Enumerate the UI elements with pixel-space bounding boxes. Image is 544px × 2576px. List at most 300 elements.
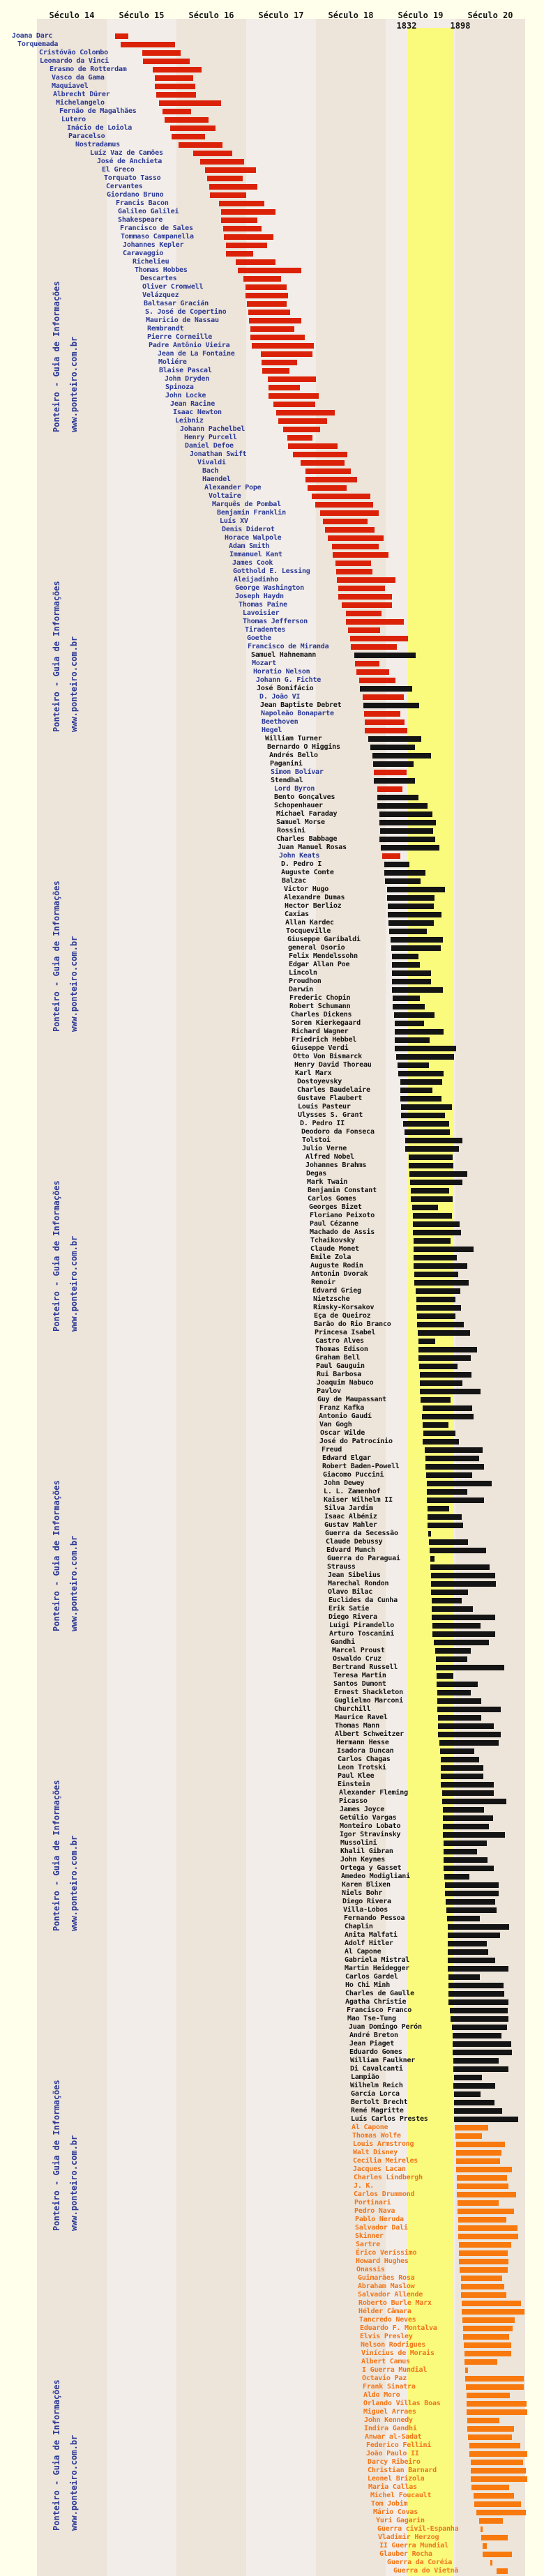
lifespan-bar [384,870,425,876]
person-label: Getúlio Vargas [340,1814,397,1822]
person-label: Thomas Edison [315,1346,368,1353]
person-label: Robert Schumann [289,1003,351,1010]
lifespan-bar [439,1740,499,1746]
lifespan-bar [363,703,419,708]
lifespan-bar [459,2250,508,2256]
person-label: Henry David Thoreau [294,1061,372,1069]
person-label: Lutero [61,116,86,123]
lifespan-bar [479,2518,503,2524]
person-label: Allan Kardec [285,919,334,927]
lifespan-bar [384,862,409,867]
lifespan-bar [436,1656,467,1662]
person-label: S. José de Copertino [145,308,227,316]
lifespan-bar [426,1472,472,1478]
lifespan-bar [448,1941,487,1946]
person-label: Darcy Ribeiro [368,2458,421,2466]
person-label: Oscar Wilde [320,1429,365,1437]
person-label: Francisco Franco [347,2006,412,2014]
person-label: Soren Kierkegaard [292,1019,361,1027]
lifespan-bar [226,243,267,248]
person-label: Horace Walpole [225,534,282,542]
person-label: Benjamin Franklin [217,509,286,517]
lifespan-bar [471,2485,509,2490]
lifespan-bar [423,1405,472,1411]
person-label: Jacques Lacan [353,2165,406,2173]
lifespan-bar [250,335,305,340]
person-label: Franz Kafka [319,1404,365,1412]
lifespan-bar [414,1255,457,1260]
person-label: Nietzsche [313,1295,350,1303]
person-label: Lampião [351,2073,379,2081]
person-label: Shakespeare [118,216,163,224]
lifespan-bar [400,1096,441,1102]
person-label: Edvard Grieg [312,1287,361,1295]
person-label: Paul Klee [338,1772,375,1780]
person-label: Balzac [282,877,306,885]
person-label: Guerra do Vietnã [393,2567,459,2575]
person-label: Leonel Brizola [368,2475,425,2483]
lifespan-bar [388,904,434,909]
lifespan-bar [453,2050,512,2055]
person-label: Federico Fellini [366,2441,432,2449]
lifespan-bar [155,84,195,89]
person-label: Cristóvão Colombo [39,49,108,56]
person-label: Isaac Newton [173,409,222,416]
person-label: D. João VI [259,693,301,701]
lifespan-bar [172,134,205,139]
person-label: Spinoza [165,383,194,391]
person-label: Blaise Pascal [159,367,212,374]
lifespan-bar [210,192,246,198]
lifespan-bar [423,1439,459,1445]
century-label: Século 18 [328,10,374,20]
person-label: Ulysses S. Grant [298,1111,363,1119]
lifespan-bar [393,1004,425,1009]
lifespan-bar [425,1447,483,1453]
person-label: Igor Stravinsky [340,1831,401,1838]
person-label: Karl Marx [295,1069,332,1077]
lifespan-bar [165,117,209,123]
lifespan-bar [388,920,434,926]
person-label: II Guerra Mundial [379,2542,448,2550]
person-label: general Osorio [288,944,345,952]
person-label: Francisco de Sales [120,224,193,232]
lifespan-bar [431,1590,468,1595]
century-label: Século 14 [49,10,95,20]
lifespan-bar [445,1891,499,1896]
lifespan-bar [238,268,301,273]
person-label: Guerra da Coréia [387,2559,453,2566]
lifespan-bar [443,1824,489,1829]
person-label: Yuri Gagarin [376,2517,425,2524]
person-label: Juan Manuel Rosas [278,844,347,851]
person-label: Samuel Hahnemann [251,651,317,659]
person-label: Vasco da Gama [52,74,105,82]
lifespan-bar [207,176,243,181]
person-label: Giacomo Puccini [323,1471,384,1479]
lifespan-bar [410,1180,462,1185]
person-label: Barão do Rio Branco [314,1320,391,1328]
person-label: Torquato Tasso [104,174,161,182]
person-label: José de Anchieta [97,158,163,165]
person-label: Tom Jobim [371,2500,408,2508]
lifespan-bar [308,485,347,491]
lifespan-bar [456,2142,505,2147]
lifespan-bar [391,945,441,951]
person-label: Machado de Assis [310,1228,375,1236]
lifespan-bar [443,1832,505,1838]
lifespan-bar [262,368,289,374]
lifespan-bar [403,1121,449,1127]
person-label: Graham Bell [315,1354,361,1362]
person-label: Onassis [356,2266,385,2273]
lifespan-bar [247,301,287,307]
person-label: Francisco de Miranda [248,643,329,650]
lifespan-bar [467,2426,514,2432]
person-label: Strauss [327,1563,356,1571]
person-label: James Cook [232,559,273,567]
lifespan-bar [388,912,441,917]
person-label: Giordano Bruno [107,191,164,199]
person-label: Charles Lindbergh [354,2174,423,2181]
lifespan-bar [373,761,414,767]
lifespan-bar [348,627,380,633]
lifespan-bar [356,669,389,675]
lifespan-bar [320,510,379,516]
person-label: Napoleão Bonaparte [261,710,334,717]
lifespan-bar [448,1983,504,1988]
person-label: Horatio Nelson [253,668,310,676]
lifespan-bar [497,2568,508,2574]
lifespan-bar [440,1748,474,1754]
lifespan-bar [377,786,402,792]
person-label: Guerra civil-Espanha [377,2525,459,2533]
person-label: Maurice Ravel [335,1714,388,1721]
lifespan-bar [355,661,379,666]
lifespan-bar [448,1966,508,1972]
person-label: Antonio Gaudí [319,1412,372,1420]
person-label: William Faulkner [350,2057,416,2064]
lifespan-bar [430,1548,486,1553]
person-label: Octavio Paz [362,2375,407,2382]
person-label: Ernest Shackleton [334,1689,403,1696]
person-label: Michelangelo [56,99,105,107]
lifespan-bar [337,577,395,583]
lifespan-bar [379,820,436,825]
person-label: Deodoro da Fonseca [301,1128,375,1136]
lifespan-bar [142,50,181,56]
person-label: Sartre [356,2241,380,2248]
person-label: Alexander Fleming [339,1789,408,1797]
lifespan-bar [387,887,445,892]
person-label: Johannes Kepler [123,241,184,249]
lifespan-bar [417,1322,464,1327]
lifespan-bar [301,460,345,466]
lifespan-bar [446,1907,497,1913]
person-label: Khalil Gibran [340,1847,393,1855]
person-label: Leon Trotski [338,1764,386,1771]
lifespan-bar [476,2510,526,2515]
person-label: Pedro Nava [354,2207,395,2215]
person-label: Francis Bacon [116,199,169,207]
person-label: José do Patrocínio [319,1438,393,1445]
lifespan-bar [447,1916,480,1921]
lifespan-bar [432,1623,481,1629]
lifespan-bar [276,410,335,416]
lifespan-bar [338,586,385,591]
person-label: Felix Mendelssohn [289,952,358,960]
person-label: Paracelso [68,132,105,140]
lifespan-bar [395,1021,424,1026]
lifespan-bar [380,828,433,834]
person-label: Miguel Arraes [363,2408,416,2416]
century-label: Século 20 [467,10,513,20]
lifespan-bar [288,443,338,449]
person-label: Tolstoi [302,1136,331,1144]
person-label: Nelson Rodrigues [361,2341,426,2349]
person-label: Bernardo O Higgins [267,743,340,751]
lifespan-bar [163,109,191,114]
lifespan-bar [392,970,431,976]
lifespan-bar [405,1129,450,1135]
lifespan-bar [342,602,392,608]
lifespan-bar [287,435,312,441]
lifespan-bar [456,2150,501,2156]
lifespan-bar [221,209,275,215]
lifespan-bar [392,979,431,984]
lifespan-bar [465,2368,468,2373]
person-label: Eduardo F. Montalva [360,2324,437,2332]
person-label: Michael Faraday [276,810,338,818]
lifespan-bar [226,251,253,257]
lifespan-bar [442,1799,506,1804]
person-label: Floriano Peixoto [310,1212,375,1219]
lifespan-bar [455,2125,488,2131]
lifespan-bar [448,1924,509,1930]
lifespan-bar [435,1648,471,1654]
person-label: Roberto Burle Marx [358,2299,432,2307]
person-label: Otto Von Bismarck [293,1053,362,1060]
person-label: Christian Barnard [368,2467,437,2474]
lifespan-bar [250,326,294,332]
lifespan-bar [453,2058,499,2064]
lifespan-bar [444,1840,487,1846]
person-label: Guglielmo Marconi [334,1697,403,1705]
lifespan-bar [418,1339,435,1344]
lifespan-bar [431,1573,495,1578]
lifespan-bar [441,1774,483,1779]
person-label: René Magritte [351,2107,404,2114]
lifespan-bar [379,837,435,842]
person-label: Tommaso Campanella [121,233,194,241]
lifespan-bar [463,2334,509,2340]
lifespan-bar [448,1974,480,1980]
person-label: Caravaggio [123,250,164,257]
branding-url-vertical: www.ponteiro.com.br [69,1235,79,1332]
lifespan-bar [457,2175,507,2181]
person-label: Vladimir Herzog [378,2533,439,2541]
person-label: Salvador Dali [355,2224,408,2232]
branding-text-vertical: Ponteiro - Guia de Informações [52,1180,61,1332]
lifespan-bar [268,376,316,382]
lifespan-bar [351,644,397,650]
lifespan-bar [396,1054,454,1060]
person-label: Georges Bizet [309,1203,362,1211]
person-label: Juan Domingo Perón [349,2023,422,2031]
person-label: Karen Blixen [342,1881,391,1889]
branding-url-vertical: www.ponteiro.com.br [69,2434,79,2531]
person-label: J. K. [354,2182,375,2190]
lifespan-bar [405,1138,462,1143]
lifespan-bar [405,1146,459,1152]
lifespan-bar [153,67,202,73]
person-label: André Breton [349,2032,398,2039]
lifespan-bar [236,259,275,265]
person-label: Arturo Toscanini [329,1630,395,1638]
person-label: Isadora Duncan [337,1747,394,1755]
lifespan-bar [437,1682,478,1687]
person-label: Thomas Paine [239,601,287,609]
person-label: Churchill [334,1705,371,1713]
person-label: Hermann Hesse [336,1739,389,1746]
lifespan-bar [394,1012,435,1018]
person-label: Villa-Lobos [343,1906,388,1914]
lifespan-bar [448,1949,488,1955]
lifespan-bar [430,1556,435,1562]
lifespan-bar [401,1104,452,1110]
lifespan-bar [467,2418,499,2423]
lifespan-bar [398,1071,444,1076]
lifespan-bar [452,2025,507,2030]
person-label: Diego Rivera [342,1898,391,1905]
person-label: Albert Camus [361,2358,410,2365]
person-label: Olavo Bilac [328,1588,373,1596]
person-label: Tancredo Neves [359,2316,416,2324]
person-label: D. Pedro I [281,860,322,868]
person-label: Hélder Câmara [358,2308,411,2315]
person-label: Goethe [247,634,271,642]
lifespan-bar [483,2543,487,2549]
person-label: Immanuel Kant [229,551,282,558]
lifespan-bar [377,795,418,800]
lifespan-bar [418,1355,471,1361]
lifespan-bar [223,226,262,231]
lifespan-bar [448,1999,508,2005]
person-label: Guerra da Secessão [325,1530,398,1537]
person-label: D. Pedro II [300,1120,345,1127]
lifespan-bar [323,519,368,524]
lifespan-bar [409,1171,467,1177]
lifespan-bar [354,653,416,658]
person-label: Oliver Cromwell [142,283,204,291]
person-label: Leonardo da Vinci [40,57,109,65]
lifespan-bar [448,1933,500,1938]
person-label: Guerra do Paraguai [327,1555,400,1562]
lifespan-bar [332,544,379,549]
person-label: Mozart [252,660,276,667]
person-label: Luíz Vaz de Camões [90,149,163,157]
lifespan-bar [429,1539,468,1545]
lifespan-bar [385,878,421,884]
band-end-year-label: 1898 [450,21,471,31]
person-label: Fernão de Magalhães [59,107,137,115]
person-label: Di Cavalcanti [350,2065,403,2073]
lifespan-bar [419,1364,458,1369]
person-label: Torquemada [17,40,59,48]
person-label: Amedeo Modigliani [341,1873,410,1880]
person-label: John Kennedy [364,2416,413,2424]
person-label: Thomas Jefferson [243,618,308,625]
lifespan-bar [474,2501,521,2507]
lifespan-bar [444,1874,469,1880]
person-label: Mário Covas [373,2508,418,2516]
branding-text-vertical: Ponteiro - Guia de Informações [52,2080,61,2231]
lifespan-bar [393,996,420,1001]
lifespan-bar [423,1431,455,1436]
lifespan-bar [417,1313,455,1319]
lifespan-bar [459,2259,508,2264]
person-label: Einstein [338,1781,370,1788]
lifespan-bar [445,1882,499,1888]
person-label: James Joyce [340,1806,385,1813]
person-label: Al Capone [352,2124,388,2131]
person-label: Maquiavel [52,82,89,90]
person-label: Thomas Hobbes [135,266,188,274]
lifespan-bar [448,1991,504,1997]
person-label: Johann G. Fichte [256,676,322,684]
branding-url-vertical: www.ponteiro.com.br [69,936,79,1032]
person-label: Joseph Haydn [235,593,284,600]
person-label: Nostradamus [75,141,121,148]
person-label: Descartes [140,275,177,282]
person-label: Lord Byron [274,785,315,793]
person-label: Luigi Pirandello [329,1622,395,1629]
lifespan-bar [400,1079,442,1085]
lifespan-bar [454,2100,494,2105]
person-label: Marechal Rondon [328,1580,389,1587]
lifespan-bar [205,167,256,173]
lifespan-bar [443,1815,493,1821]
lifespan-bar [425,1464,484,1470]
person-label: Ho Chi Minh [345,1981,391,1989]
person-label: Chaplin [345,1923,373,1930]
person-label: John Dewey [324,1479,365,1487]
lifespan-bar [438,1723,494,1729]
lifespan-bar [413,1230,461,1235]
person-label: Gotthold E. Lessing [233,567,310,575]
person-label: José Bonifácio [257,685,314,692]
lifespan-bar [451,2016,508,2022]
person-label: Monteiro Lobato [340,1822,401,1830]
lifespan-bar [221,218,257,223]
person-label: Abraham Maslow [358,2282,415,2290]
person-label: Bento Gonçalves [274,793,335,801]
lifespan-bar [471,2460,523,2465]
lifespan-bar [193,151,232,156]
person-label: Michel Foucault [370,2492,432,2499]
person-label: Dostoyevsky [297,1078,342,1085]
person-label: Jonathan Swift [190,450,247,458]
person-label: Daniel Defoe [185,442,234,450]
lifespan-bar [474,2493,514,2499]
person-label: Degas [306,1170,327,1178]
person-label: Giuseppe Garibaldi [287,936,361,943]
lifespan-bar [305,468,351,474]
lifespan-bar [262,360,297,365]
lifespan-bar [428,1514,462,1520]
person-label: Claude Debussy [326,1538,383,1546]
person-label: Eça de Queiroz [314,1312,371,1320]
